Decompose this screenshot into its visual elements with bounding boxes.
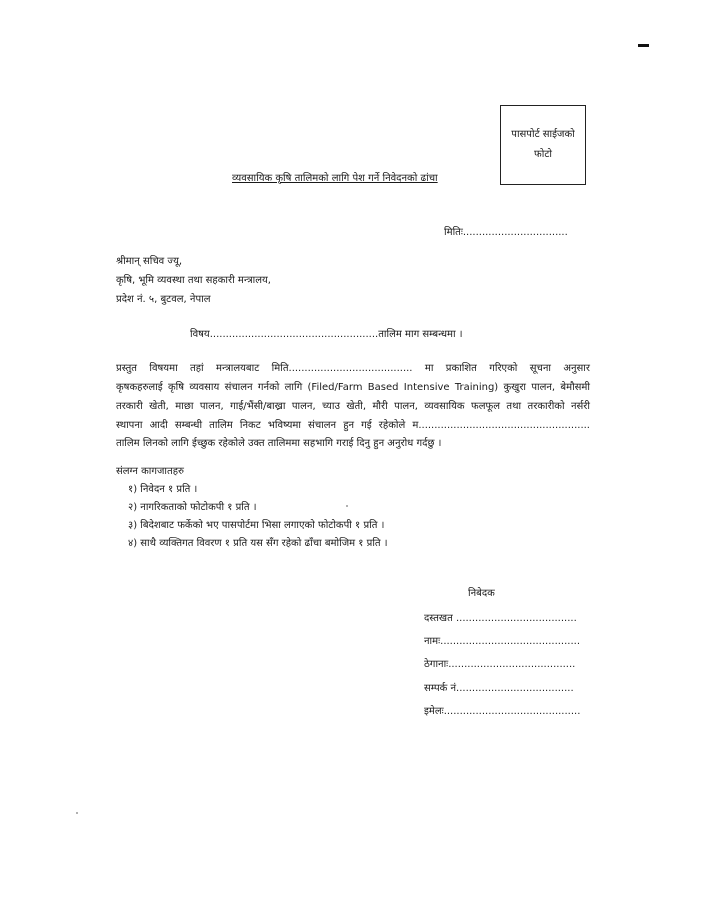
recipient-line-2: कृषि, भूमि व्यवस्था तथा सहकारी मन्त्रालय, xyxy=(116,275,271,286)
address-field: ठेगानाः........................................ xyxy=(424,659,576,670)
recipient-line-1: श्रीमान् सचिव ज्यू, xyxy=(116,256,183,267)
body-line-4: स्थापना आदी सम्बन्धी तालिम निकट भविष्यमा संचालन हुन गई रहेकोले म...................................................... xyxy=(116,420,590,431)
date-line: मितिः................................. xyxy=(444,227,568,238)
recipient-line-3: प्रदेश नं. ५, बुटवल, नेपाल xyxy=(116,294,211,305)
attachment-item: २) नागरिकताको फोटोकपी १ प्रति । xyxy=(128,502,257,513)
email-field: इमेलः........................................... xyxy=(424,706,581,717)
attachment-item: १) निवेदन १ प्रति । xyxy=(128,484,198,495)
scan-speck xyxy=(76,812,78,814)
body-line-5: तालिम लिनको लागि ईच्छुक रहेकोले उक्त तालिममा सहभागि गराई दिनु हुन अनुरोध गर्दछु । xyxy=(116,438,442,449)
attachments-heading: संलग्न कागजातहरु xyxy=(116,466,184,477)
body-line-1: प्रस्तुत विषयमा तहां मन्त्रालयबाट मिति....................................... मा प्रकाशित गरिएको सूचना अनुसार xyxy=(116,363,590,374)
signature-field: दस्तखत ...................................... xyxy=(424,613,577,624)
attachment-item: ३) बिदेशबाट फर्केको भए पासपोर्टमा भिसा लगाएको फोटोकपी १ प्रति । xyxy=(128,520,385,531)
applicant-heading: निबेदक xyxy=(468,588,495,599)
attachment-item: ४) साथै व्यक्तिगत विवरण १ प्रति यस सँग रहेको ढाँचा बमोजिम १ प्रति । xyxy=(128,538,388,549)
form-title: व्यवसायिक कृषि तालिमको लागि पेश गर्ने निवेदनको ढांचा xyxy=(232,173,438,184)
body-line-3: तरकारी खेती, माछा पालन, गाई/भैंसी/बाख्रा पालन, च्याउ खेती, मौरी पालन, व्यवसायिक फलफूल तथा तरकारीको नर्सरी xyxy=(116,401,590,412)
photo-box-label-line2: फोटो xyxy=(534,149,552,160)
passport-photo-box xyxy=(500,105,586,185)
body-line-2: कृषकहरुलाई कृषि व्यवसाय संचालन गर्नको लागि (Filed/Farm Based Intensive Training) कुखुरा पालन, बेमौसमी xyxy=(116,382,590,393)
name-field: नामः............................................ xyxy=(424,636,581,647)
scan-speck xyxy=(346,505,348,507)
photo-box-label-line1: पासपोर्ट साईजको xyxy=(511,129,575,140)
corner-mark xyxy=(638,44,649,47)
contact-number-field: सम्पर्क नं..................................... xyxy=(424,683,574,694)
subject-line: विषय.....................................................तालिम माग सम्बन्धमा । xyxy=(190,329,463,340)
